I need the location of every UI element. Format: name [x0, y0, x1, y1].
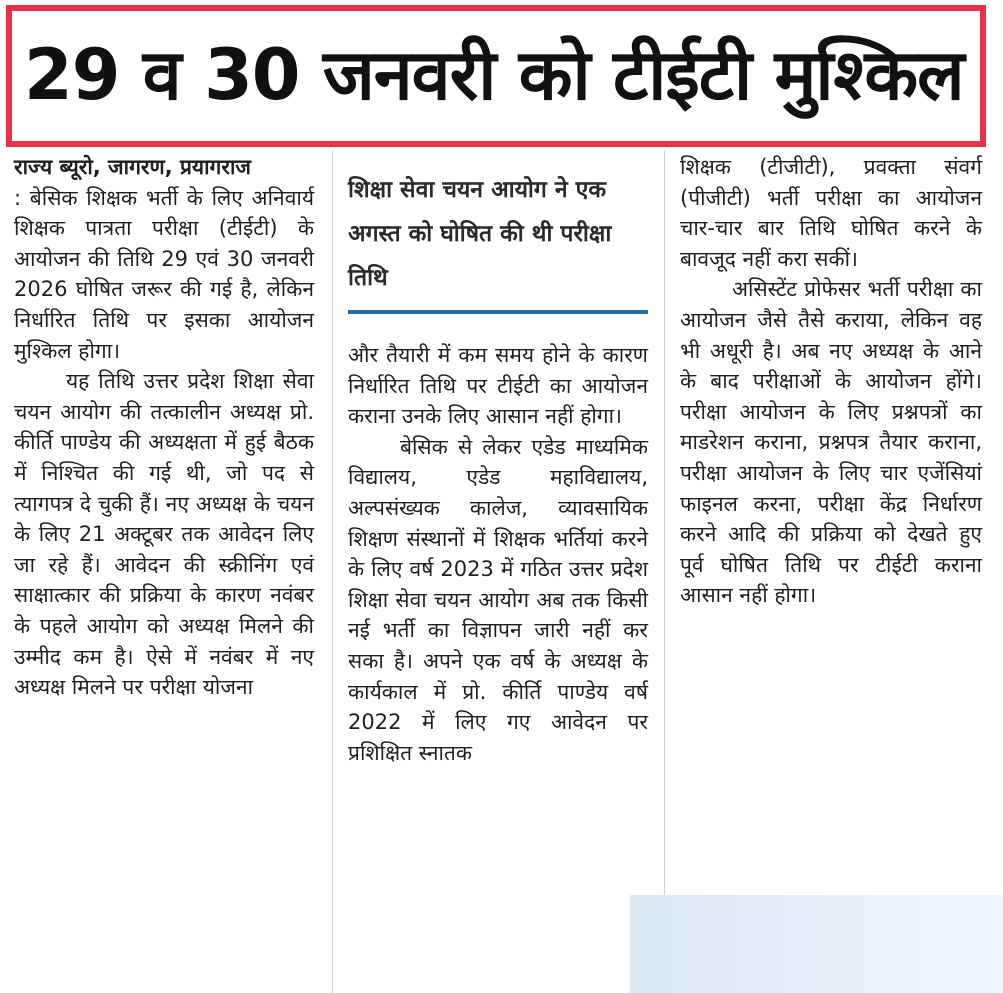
byline: राज्य ब्यूरो, जागरण, प्रयागराज — [14, 155, 251, 179]
article-column-1 — [14, 152, 314, 703]
corner-shade — [630, 895, 1003, 993]
column-divider — [332, 150, 333, 993]
subheading: शिक्षा सेवा चयन आयोग ने एक अगस्त को घोषित की थी परीक्षा तिथि — [348, 177, 612, 291]
paragraph: और तैयारी में कम समय होने के कारण निर्धारित तिथि पर टीईटी का आयोजन कराना उनके लिए आसान नहीं होगा। — [348, 343, 648, 429]
paragraph: बेसिक से लेकर एडेड माध्यमिक विद्यालय, एडेड महाविद्यालय, अल्पसंख्यक कालेज, व्यावसायिक शिक्षण संस्थानों में शिक्षक भर्तियां करने के लिए वर्ष 2023 में गठित उत्तर प्रदेश शिक्षा सेवा चयन आयोग अब तक किसी नई भर्ती का विज्ञापन जारी नहीं कर सका है। अपने एक वर्ष के अध्यक्ष के कार्यकाल में प्रो. कीर्ति पाण्डेय वर्ष 2022 में लिए गए आवेदन पर प्रशिक्षित स्नातक — [348, 434, 648, 765]
column-divider — [664, 150, 665, 993]
paragraph: : बेसिक शिक्षक भर्ती के लिए अनिवार्य शिक्षक पात्रता परीक्षा (टीईटी) के आयोजन की तिथि 29 एवं 30 जनवरी 2026 घोषित जरूर की गई है, लेकिन निर्धारित तिथि पर इसका आयोजन मुश्किल होगा। — [14, 185, 314, 363]
paragraph: शिक्षक (टीजीटी), प्रवक्ता संवर्ग (पीजीटी) भर्ती परीक्षा का आयोजन चार-चार बार तिथि घोषित करने के बावजूद नहीं करा सकीं। — [680, 155, 982, 271]
paragraph: असिस्टेंट प्रोफेसर भर्ती परीक्षा का आयोजन जैसे तैसे कराया, लेकिन वह भी अधूरी है। अब नए अध्यक्ष के आने के बाद परीक्षाओं के आयोजन होंगे। परीक्षा आयोजन के लिए प्रश्नपत्रों का माडरेशन कराना, प्रश्नपत्र तैयार कराना, परीक्षा आयोजन के लिए चार एजेंसियां फाइनल करना, परीक्षा केंद्र निर्धारण करने आदि की प्रक्रिया को देखते हुए पूर्व घोषित तिथि पर टीईटी कराना आसान नहीं होगा। — [680, 277, 982, 608]
headline: 29 व 30 जनवरी को टीईटी मुश्किल — [24, 34, 964, 116]
subheading-rule — [348, 310, 648, 314]
article-column-2 — [348, 340, 648, 768]
article-column-3 — [680, 152, 982, 611]
headline-box — [6, 5, 986, 147]
paragraph: यह तिथि उत्तर प्रदेश शिक्षा सेवा चयन आयोग की तत्कालीन अध्यक्ष प्रो. कीर्ति पाण्डेय की अध्यक्षता में हुई बैठक में निश्चित की गई थी, जो पद से त्यागपत्र दे चुकी हैं। नए अध्यक्ष के चयन के लिए 21 अक्टूबर तक आवेदन लिए जा रहे हैं। आवेदन की स्क्रीनिंग एवं साक्षात्कार की प्रक्रिया के कारण नवंबर के पहले आयोग को अध्यक्ष मिलने की उम्मीद कम है। ऐसे में नवंबर में नए अध्यक्ष मिलने पर परीक्षा योजना — [14, 369, 314, 700]
